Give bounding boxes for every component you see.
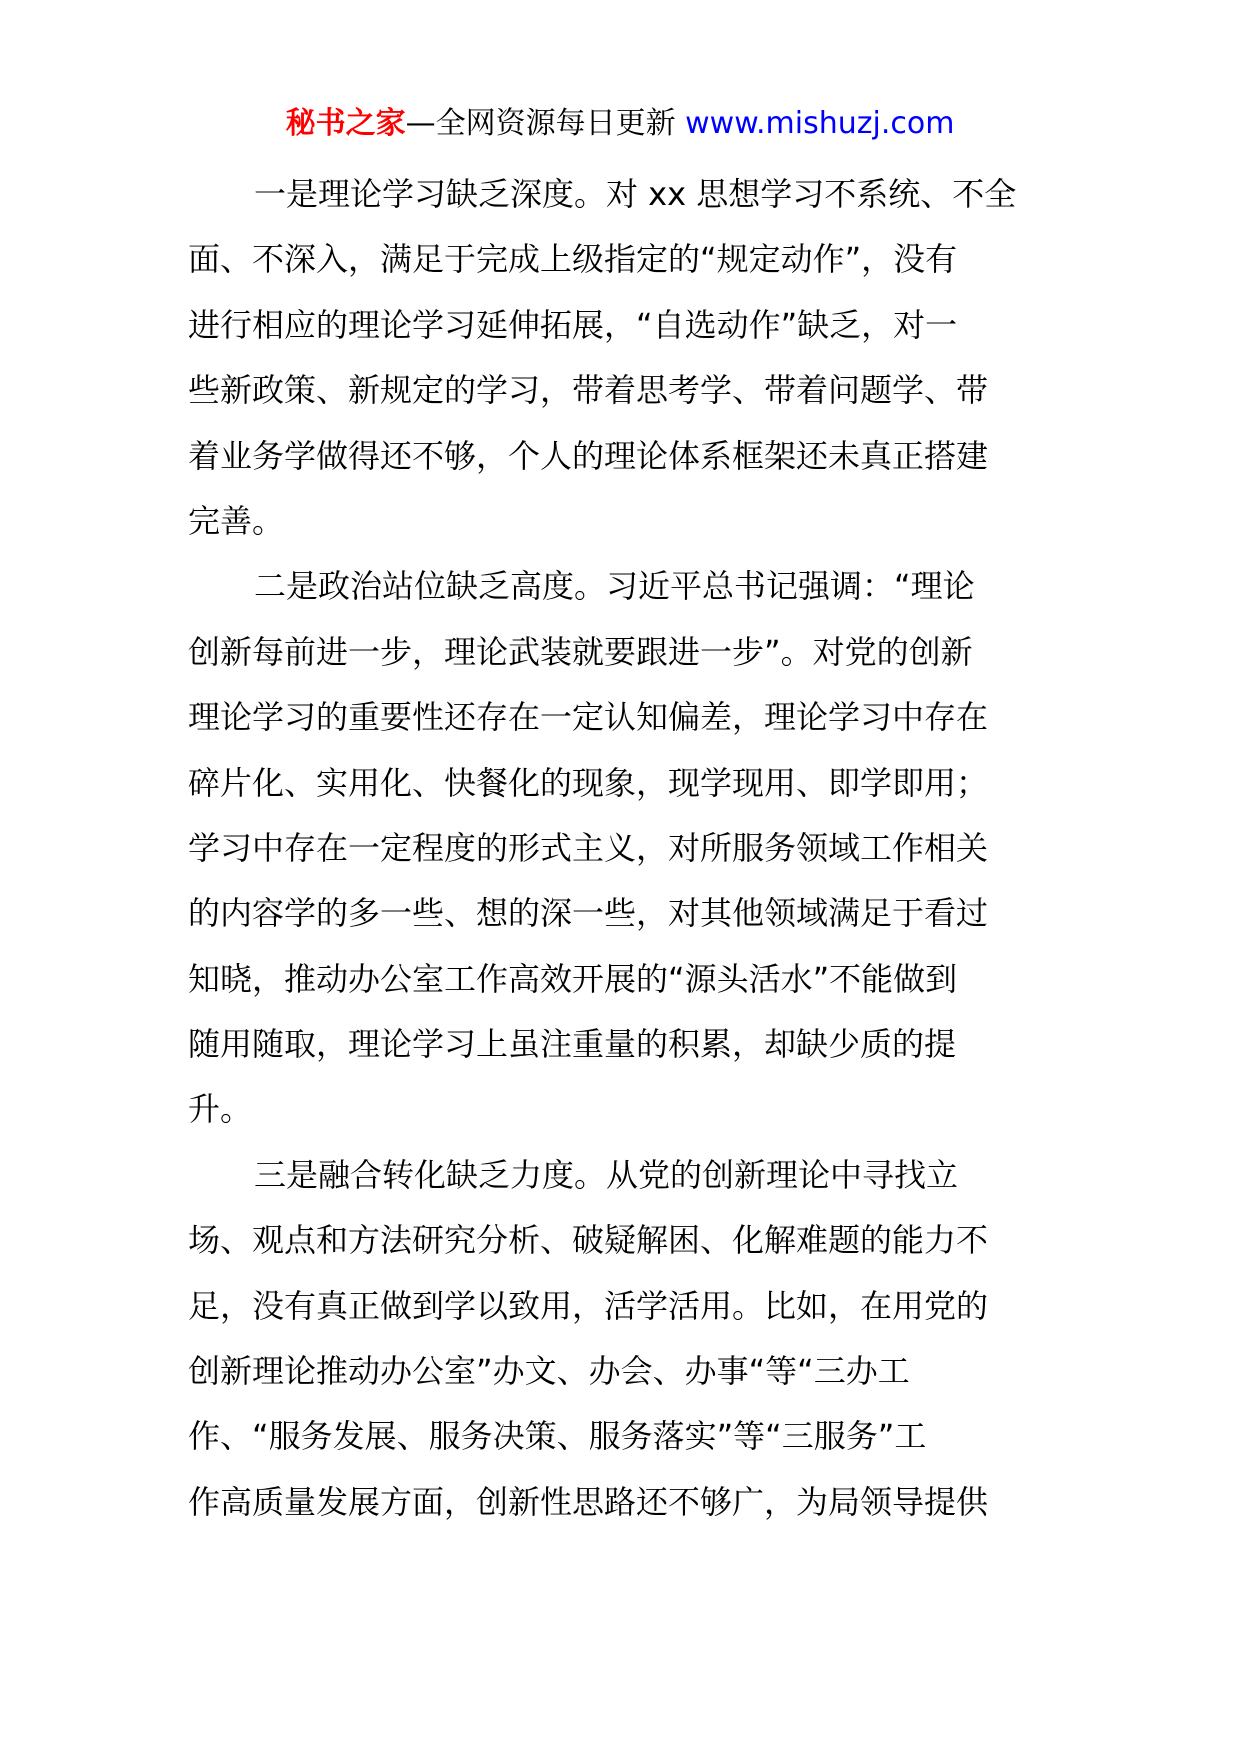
paragraph-line: 三是融合转化缺乏力度。从党的创新理论中寻找立 xyxy=(254,1155,959,1194)
header-tagline: —全网资源每日更新 xyxy=(405,106,686,141)
brand-name: 秘书之家 xyxy=(285,106,406,141)
paragraph-line: 进行相应的理论学习延伸拓展，“自选动作”缺乏，对一 xyxy=(188,305,958,344)
paragraph-line: 场、观点和方法研究分析、破疑解困、化解难题的能力不 xyxy=(188,1221,989,1260)
paragraph-line: 面、不深入，满足于完成上级指定的“规定动作”，没有 xyxy=(188,240,958,279)
paragraph-line: 碎片化、实用化、快餐化的现象，现学现用、即学即用； xyxy=(188,763,989,802)
paragraph-theory-study xyxy=(188,162,1062,554)
paragraph-line: 理论学习的重要性还存在一定认知偏差，理论学习中存在 xyxy=(188,698,989,737)
paragraph-line: 一是理论学习缺乏深度。对 xx 思想学习不系统、不全 xyxy=(254,175,1017,213)
paragraph-line: 着业务学做得还不够，个人的理论体系框架还未真正搭建 xyxy=(188,436,989,475)
paragraph-line: 随用随取，理论学习上虽注重量的积累，却缺少质的提 xyxy=(188,1025,957,1064)
paragraph-line: 作高质量发展方面，创新性思路还不够广，为局领导提供 xyxy=(188,1482,989,1521)
paragraph-integration xyxy=(188,1143,1062,1535)
paragraph-line: 学习中存在一定程度的形式主义，对所服务领域工作相关 xyxy=(188,828,989,867)
paragraph-line: 作、“服务发展、服务决策、服务落实”等“三服务”工 xyxy=(188,1417,927,1456)
document-body xyxy=(188,162,1062,1535)
paragraph-line: 完善。 xyxy=(188,501,285,540)
paragraph-line: 足，没有真正做到学以致用，活学活用。比如，在用党的 xyxy=(188,1286,989,1325)
paragraph-line: 创新理论推动办公室”办文、办会、办事“等“三办工 xyxy=(188,1352,910,1391)
paragraph-line: 创新每前进一步，理论武装就要跟进一步”。对党的创新 xyxy=(188,632,973,671)
paragraph-political-stance xyxy=(188,554,1062,1143)
paragraph-line: 知晓，推动办公室工作高效开展的“源头活水”不能做到 xyxy=(188,959,958,998)
website-link[interactable]: www.mishuzj.com xyxy=(685,106,955,141)
page-header xyxy=(0,100,1240,148)
paragraph-line: 的内容学的多一些、想的深一些，对其他领域满足于看过 xyxy=(188,894,989,933)
paragraph-line: 些新政策、新规定的学习，带着思考学、带着问题学、带 xyxy=(188,371,989,410)
paragraph-line: 升。 xyxy=(188,1090,253,1129)
paragraph-line: 二是政治站位缺乏高度。习近平总书记强调：“理论 xyxy=(254,567,975,606)
